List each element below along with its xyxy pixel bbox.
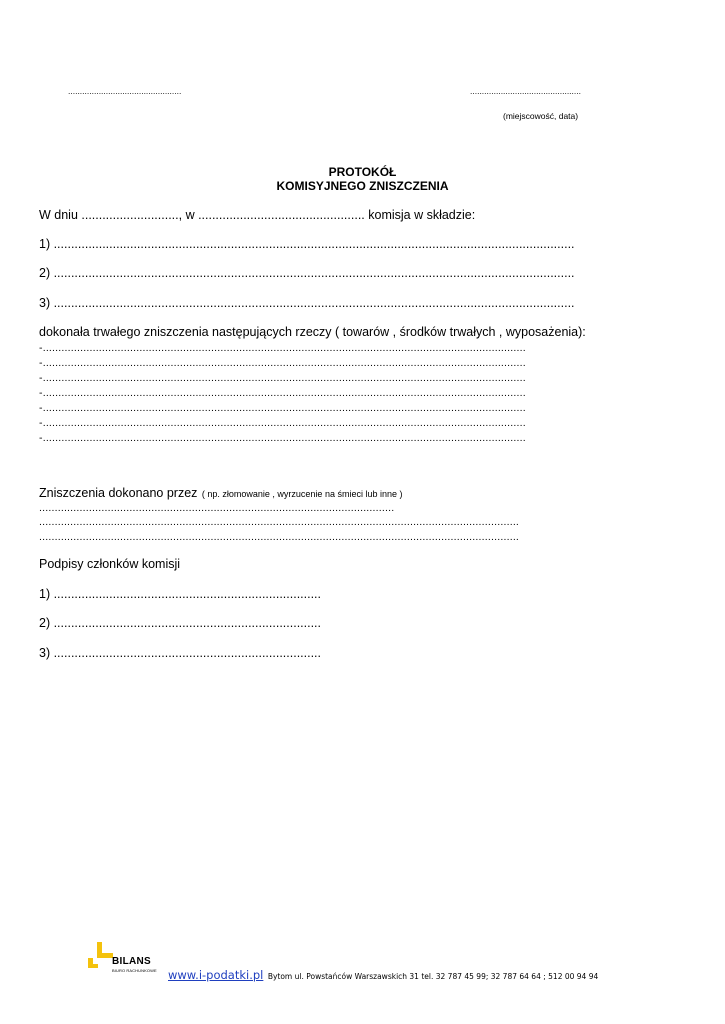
website-link[interactable]: www.i-podatki.pl bbox=[168, 968, 264, 982]
method-row bbox=[39, 484, 402, 502]
committee-member-1: 1) ...................................................................................................................................................... bbox=[39, 237, 575, 251]
left-signature-line: ................................................ bbox=[68, 86, 182, 96]
place-date-label: (miejscowość, data) bbox=[503, 111, 579, 121]
destroyed-item-line: -........................................................................................................................................................... bbox=[39, 402, 526, 414]
signatures-heading: Podpisy członków komisji bbox=[39, 557, 181, 571]
logo-name: BILANS bbox=[112, 956, 152, 967]
logo-mark-segment bbox=[97, 953, 113, 958]
method-hint: ( np. złomowanie , wyrzucenie na śmieci lub inne ) bbox=[201, 489, 403, 499]
destroyed-item-line: -........................................................................................................................................................... bbox=[39, 342, 526, 354]
committee-member-3: 3) ...................................................................................................................................................... bbox=[39, 296, 575, 310]
intro-line: W dniu ............................, w ................................................ komisja w składzie: bbox=[39, 208, 476, 222]
signature-line-3: 3) ............................................................................. bbox=[39, 646, 322, 660]
destroyed-item-line: -........................................................................................................................................................... bbox=[39, 432, 526, 444]
committee-member-2: 2) ...................................................................................................................................................... bbox=[39, 266, 575, 280]
destroyed-item-line: -........................................................................................................................................................... bbox=[39, 357, 526, 369]
method-label: Zniszczenia dokonano przez bbox=[39, 486, 198, 500]
signature-line-1: 1) ............................................................................. bbox=[39, 587, 322, 601]
footer-address: Bytom ul. Powstańców Warszawskich 31 tel. 32 787 45 99; 32 787 64 64 ; 512 00 94 94 bbox=[267, 972, 599, 981]
logo-mark-segment bbox=[88, 964, 98, 968]
destroyed-item-line: -........................................................................................................................................................... bbox=[39, 387, 526, 399]
method-line: .......................................................................................................................................................... bbox=[39, 516, 520, 528]
logo-subtitle: BIURO RACHUNKOWE bbox=[112, 968, 157, 973]
document-title: PROTOKÓŁ bbox=[328, 165, 397, 179]
place-date-line: ............................................... bbox=[470, 86, 581, 96]
destroyed-items-heading: dokonała trwałego zniszczenia następujących rzeczy ( towarów , środków trwałych , wyposażenia): bbox=[39, 325, 586, 339]
method-line: .......................................................................................................................................................... bbox=[39, 531, 520, 543]
method-line: .................................................................................................................. bbox=[39, 502, 395, 514]
destroyed-item-line: -........................................................................................................................................................... bbox=[39, 417, 526, 429]
destroyed-item-line: -........................................................................................................................................................... bbox=[39, 372, 526, 384]
signature-line-2: 2) ............................................................................. bbox=[39, 616, 322, 630]
bilans-logo bbox=[86, 942, 161, 978]
document-subtitle: KOMISYJNEGO ZNISZCZENIA bbox=[276, 179, 449, 193]
footer-contact bbox=[168, 966, 598, 984]
